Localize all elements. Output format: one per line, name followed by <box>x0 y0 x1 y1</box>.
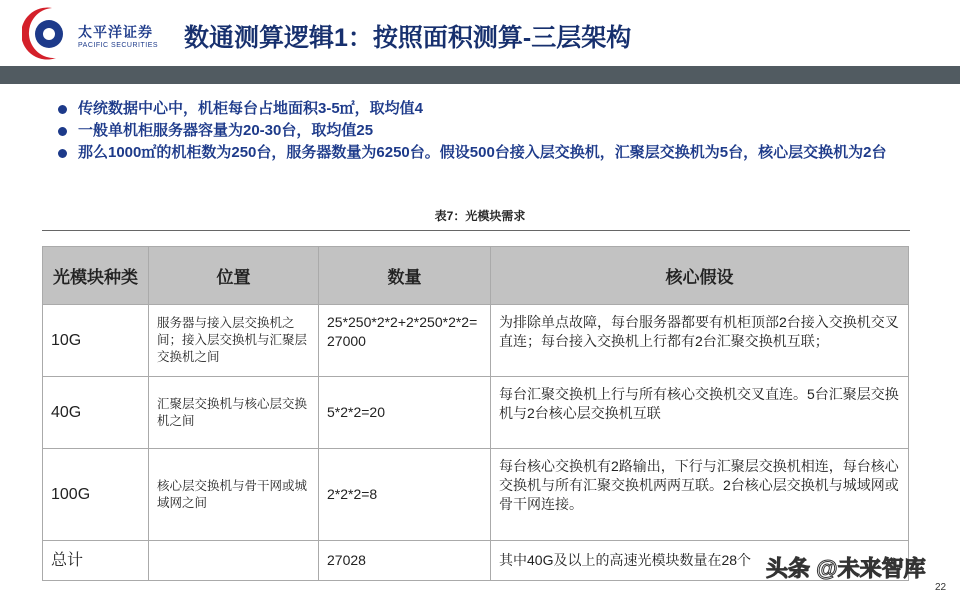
brand-cn: 太平洋证券 <box>78 24 153 40</box>
bullet-list <box>58 98 918 164</box>
cell <box>149 541 319 581</box>
divider <box>42 230 910 231</box>
cell: 10G <box>43 305 149 377</box>
table-caption: 表7：光模块需求 <box>434 209 526 223</box>
col-header: 核心假设 <box>491 247 909 305</box>
cell: 汇聚层交换机与核心层交换机之间 <box>149 377 319 449</box>
table-row <box>43 305 909 377</box>
cell: 100G <box>43 449 149 541</box>
bullet-item: 一般单机柜服务器容量为20-30台，取均值25 <box>58 120 918 142</box>
cell: 25*250*2*2+2*250*2*2=27000 <box>319 305 491 377</box>
cell: 核心层交换机与骨干网或城域网之间 <box>149 449 319 541</box>
cell: 5*2*2=20 <box>319 377 491 449</box>
cell: 每台核心交换机有2路输出，下行与汇聚层交换机相连，每台核心交换机与所有汇聚交换机两两互联。2台核心层交换机与城域网或骨干网连接。 <box>491 449 909 541</box>
cell: 27028 <box>319 541 491 581</box>
col-header: 位置 <box>149 247 319 305</box>
pacific-securities-logo <box>22 6 72 60</box>
table-row <box>43 449 909 541</box>
brand <box>78 22 158 49</box>
brand-en: PACIFIC SECURITIES <box>78 42 159 49</box>
bullet-item: 那么1000㎡的机柜数为250台，服务器数量为6250台。假设500台接入层交换机，汇聚层交换机为5台，核心层交换机为2台 <box>58 142 918 164</box>
cell: 其中40G及以上的高速光模块数量在28个 <box>491 541 909 581</box>
cell: 每台汇聚交换机上行与所有核心交换机交叉直连。5台汇聚层交换机与2台核心层交换机互联 <box>491 377 909 449</box>
header-bar <box>0 66 960 84</box>
col-header: 数量 <box>319 247 491 305</box>
cell: 2*2*2=8 <box>319 449 491 541</box>
bullet-item: 传统数据中心中，机柜每台占地面积3-5㎡，取均值4 <box>58 98 918 120</box>
page-number: 22 <box>935 582 947 593</box>
table-header-row <box>43 247 909 305</box>
col-header: 光模块种类 <box>43 247 149 305</box>
optical-module-table <box>42 246 909 581</box>
page-title: 数通测算逻辑1：按照面积测算-三层架构 <box>184 24 632 52</box>
cell: 为排除单点故障，每台服务器都要有机柜顶部2台接入交换机交叉直连；每台接入交换机上行都有2台汇聚交换机互联； <box>491 305 909 377</box>
table-row <box>43 377 909 449</box>
cell: 服务器与接入层交换机之间；接入层交换机与汇聚层交换机之间 <box>149 305 319 377</box>
cell: 40G <box>43 377 149 449</box>
watermark: 头条 @未来智库 <box>766 556 926 581</box>
cell: 总计 <box>43 541 149 581</box>
